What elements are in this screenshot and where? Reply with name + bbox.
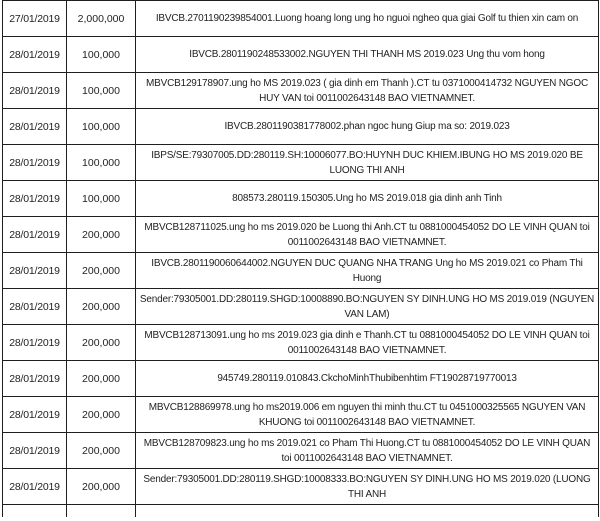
- amount-cell: 100,000: [67, 181, 136, 217]
- table-row: [3, 289, 599, 325]
- table-row: [3, 469, 599, 505]
- amount-cell: 200,000: [67, 469, 136, 505]
- amount-cell: 200,000: [67, 325, 136, 361]
- date-cell: 28/01/2019: [3, 361, 67, 397]
- date-cell: 28/01/2019: [3, 37, 67, 73]
- description-cell: IBVCB.2701190239854001.Luong hoang long ung ho nguoi ngheo qua giai Golf tu thien xin cam on: [136, 1, 599, 37]
- description-cell: Sender:79305001.DD:280119.SHGD:10008333.BO:NGUYEN SY DINH.UNG HO MS 2019.020 (LUONG THI ANH: [136, 469, 599, 505]
- table-row: [3, 397, 599, 433]
- amount-cell: 100,000: [67, 73, 136, 109]
- date-cell: 28/01/2019: [3, 145, 67, 181]
- date-cell: 28/01/2019: [3, 433, 67, 469]
- date-cell: 28/01/2019: [3, 289, 67, 325]
- table-row: [3, 325, 599, 361]
- date-cell: 28/01/2019: [3, 397, 67, 433]
- description-cell: 945749.280119.010843.CkchoMinhThubibenhtim FT19028719770013: [136, 361, 599, 397]
- description-cell: MBVCB128713091.ung ho ms 2019.023 gia dinh e Thanh.CT tu 0881000454052 DO LE VINH QUAN toi 0011002643148 BAO VIETNAMNET.: [136, 325, 599, 361]
- date-cell: 28/01/2019: [3, 109, 67, 145]
- description-cell: IBVCB.2801190381778002.phan ngoc hung Giup ma so: 2019.023: [136, 109, 599, 145]
- table-row: [3, 361, 599, 397]
- description-cell: 808573.280119.150305.Ung ho MS 2019.018 gia dinh anh Tinh: [136, 181, 599, 217]
- description-cell: Sender:79305001.DD:280119.SHGD:10008890.BO:NGUYEN SY DINH.UNG HO MS 2019.019 (NGUYEN VAN LAM): [136, 289, 599, 325]
- description-cell: MBVCB128709823.ung ho ms 2019.021 co Pham Thi Huong.CT tu 0881000454052 DO LE VINH QUAN toi 0011002643148 BAO VIETNAMNET.: [136, 433, 599, 469]
- description-cell: MBVCB128711025.ung ho ms 2019.020 be Luong thi Anh.CT tu 0881000454052 DO LE VINH QUAN toi 0011002643148 BAO VIETNAMNET.: [136, 217, 599, 253]
- table-row: [3, 433, 599, 469]
- amount-cell: 200,000: [67, 361, 136, 397]
- description-cell: [136, 505, 599, 518]
- amount-cell: 200,000: [67, 217, 136, 253]
- transactions-table: [2, 0, 599, 517]
- description-cell: IBVCB.2801190060644002.NGUYEN DUC QUANG NHA TRANG Ung ho MS 2019.021 co Pham Thi Huong: [136, 253, 599, 289]
- date-cell: 28/01/2019: [3, 181, 67, 217]
- table-row: [3, 181, 599, 217]
- table-row: [3, 37, 599, 73]
- amount-cell: 100,000: [67, 109, 136, 145]
- table-row: [3, 1, 599, 37]
- date-cell: 28/01/2019: [3, 469, 67, 505]
- date-cell: 27/01/2019: [3, 1, 67, 37]
- table-row: [3, 145, 599, 181]
- amount-cell: [67, 505, 136, 518]
- date-cell: 28/01/2019: [3, 73, 67, 109]
- amount-cell: 100,000: [67, 37, 136, 73]
- amount-cell: 200,000: [67, 433, 136, 469]
- description-cell: IBVCB.2801190248533002.NGUYEN THI THANH MS 2019.023 Ung thu vom hong: [136, 37, 599, 73]
- date-cell: [3, 505, 67, 518]
- date-cell: 28/01/2019: [3, 217, 67, 253]
- amount-cell: 2,000,000: [67, 1, 136, 37]
- date-cell: 28/01/2019: [3, 325, 67, 361]
- transactions-table-body: [3, 0, 599, 517]
- partial-row-bottom: [3, 505, 599, 518]
- description-cell: IBPS/SE:79307005.DD:280119.SH:10006077.BO:HUYNH DUC KHIEM.IBUNG HO MS 2019.020 BE LUONG THI ANH: [136, 145, 599, 181]
- description-cell: MBVCB128869978.ung ho ms2019.006 em nguyen thi minh thu.CT tu 0451000325565 NGUYEN VAN KHUONG toi 0011002643148 BAO VIETNAMNET.: [136, 397, 599, 433]
- date-cell: 28/01/2019: [3, 253, 67, 289]
- amount-cell: 200,000: [67, 397, 136, 433]
- table-row: [3, 73, 599, 109]
- table-row: [3, 253, 599, 289]
- amount-cell: 100,000: [67, 145, 136, 181]
- amount-cell: 200,000: [67, 289, 136, 325]
- description-cell: MBVCB129178907.ung ho MS 2019.023 ( gia dinh em Thanh ).CT tu 0371000414732 NGUYEN NGOC HUY VAN toi 0011002643148 BAO VIETNAMNET.: [136, 73, 599, 109]
- table-row: [3, 217, 599, 253]
- table-row: [3, 109, 599, 145]
- amount-cell: 200,000: [67, 253, 136, 289]
